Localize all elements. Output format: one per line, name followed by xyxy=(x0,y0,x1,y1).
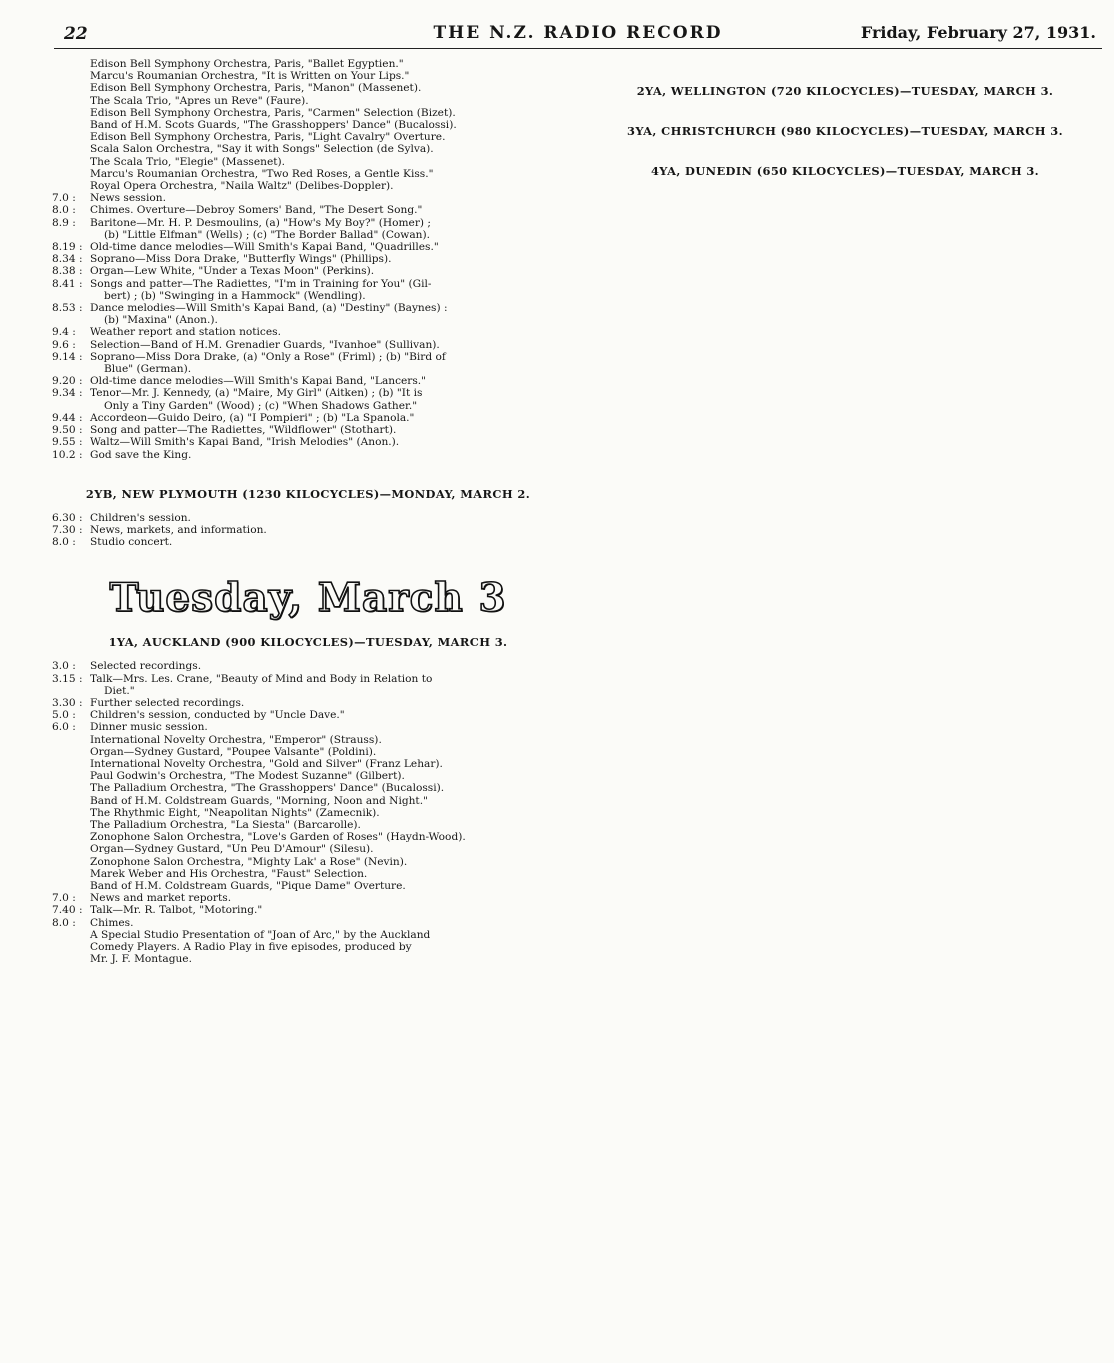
programme-item xyxy=(52,524,564,536)
time-label: 7.40 : xyxy=(52,904,83,917)
time-label: 8.34 : xyxy=(52,253,83,266)
programme-item xyxy=(52,721,564,733)
programme-continuation: Only a Tiny Garden" (Wood) ; (c) "When Shadows Gather." xyxy=(104,399,418,412)
programme-line: Scala Salon Orchestra, "Say it with Songs" Selection (de Sylva). xyxy=(90,143,434,156)
programme-item xyxy=(52,253,564,265)
programme-line: Paul Godwin's Orchestra, "The Modest Suzanne" (Gilbert). xyxy=(90,770,405,783)
programme-item xyxy=(52,375,564,387)
programme-item xyxy=(52,449,564,461)
programme-item xyxy=(52,326,564,338)
time-label: 6.0 : xyxy=(52,721,76,734)
programme-line: The Scala Trio, "Elegie" (Massenet). xyxy=(90,155,285,168)
programme-item xyxy=(52,697,564,709)
programme-item xyxy=(52,412,564,424)
programme-text: Selected recordings. xyxy=(90,660,202,673)
programme-line: Marcu's Roumanian Orchestra, "It is Written on Your Lips." xyxy=(90,70,410,83)
programme-item xyxy=(52,387,564,399)
programme-text: Old-time dance melodies—Will Smith's Kapai Band, "Quadrilles." xyxy=(90,241,439,254)
time-label: 8.38 : xyxy=(52,265,83,278)
station-heading-4ya: 4YA, DUNEDIN (650 KILOCYCLES)—TUESDAY, MARCH 3. xyxy=(650,164,1040,178)
programme-line: International Novelty Orchestra, "Emperor" (Strauss). xyxy=(90,733,382,746)
time-label: 9.50 : xyxy=(52,424,83,437)
programme-continuation: (b) "Little Elfman" (Wells) ; (c) "The Border Ballad" (Cowan). xyxy=(104,228,431,241)
time-label: 9.34 : xyxy=(52,387,83,400)
programme-item xyxy=(52,436,564,448)
play-line: Comedy Players. A Radio Play in five episodes, produced by xyxy=(90,940,412,953)
programme-item xyxy=(52,241,564,253)
day-title xyxy=(52,575,564,621)
programme-text: Songs and patter—The Radiettes, "I'm in Training for You" (Gil- xyxy=(90,277,432,290)
time-label: 8.9 : xyxy=(52,216,76,229)
time-label: 3.15 : xyxy=(52,672,83,685)
programme-text: Dinner music session. xyxy=(90,721,208,734)
time-label: 3.30 : xyxy=(52,696,83,709)
programme-line: Zonophone Salon Orchestra, "Love's Garden of Roses" (Haydn-Wood). xyxy=(90,831,466,844)
programme-line: Edison Bell Symphony Orchestra, Paris, "Carmen" Selection (Bizet). xyxy=(90,106,456,119)
time-label: 9.14 : xyxy=(52,350,83,363)
programme-line: Zonophone Salon Orchestra, "Mighty Lak' a Rose" (Nevin). xyxy=(90,855,408,868)
programme-item xyxy=(52,265,564,277)
programme-continuation: (b) "Maxina" (Anon.). xyxy=(104,314,218,327)
programme-item xyxy=(52,339,564,351)
programme-text: Soprano—Miss Dora Drake, (a) "Only a Rose" (Friml) ; (b) "Bird of xyxy=(90,350,446,363)
auckland-programme xyxy=(52,660,564,965)
day-title-text: Tuesday, March 3 xyxy=(109,575,507,622)
time-label: 7.0 : xyxy=(52,192,76,205)
programme-text: Children's session. xyxy=(90,511,191,524)
programme-item xyxy=(52,660,564,672)
programme-item xyxy=(52,424,564,436)
programme-text: News session. xyxy=(90,192,166,205)
programme-text: Soprano—Miss Dora Drake, "Butterfly Wings" (Phillips). xyxy=(90,253,392,266)
programme-item xyxy=(52,904,564,916)
programme-item xyxy=(52,302,564,314)
programme-line: Edison Bell Symphony Orchestra, Paris, "Manon" (Massenet). xyxy=(90,82,422,95)
time-label: 9.4 : xyxy=(52,326,76,339)
programme-line: Organ—Sydney Gustard, "Poupee Valsante" (Poldini). xyxy=(90,745,377,758)
time-label: 10.2 : xyxy=(52,448,83,461)
programme-item xyxy=(52,351,564,363)
programme-text: Dance melodies—Will Smith's Kapai Band, (a) "Destiny" (Baynes) : xyxy=(90,302,448,315)
play-line: Mr. J. F. Montague. xyxy=(90,953,192,966)
programme-text: News and market reports. xyxy=(90,892,232,905)
programme-text: Talk—Mr. R. Talbot, "Motoring." xyxy=(90,904,263,917)
programme-text: Accordeon—Guido Deiro, (a) "I Pompieri" ; (b) "La Spanola." xyxy=(90,411,415,424)
programme-text: God save the King. xyxy=(90,448,192,461)
station-heading-1ya: 1YA, AUCKLAND (900 KILOCYCLES)—TUESDAY, MARCH 3. xyxy=(108,635,508,650)
programme-line: The Scala Trio, "Apres un Reve" (Faure). xyxy=(90,94,309,107)
programme-text: Studio concert. xyxy=(90,536,173,549)
programme-item xyxy=(52,917,564,929)
station-heading-2ya: 2YA, WELLINGTON (720 KILOCYCLES)—TUESDAY, MARCH 3. xyxy=(636,84,1054,98)
programme-line: Band of H.M. Coldstream Guards, "Morning, Noon and Night." xyxy=(90,794,428,807)
time-label: 8.0 : xyxy=(52,204,76,217)
programme-item xyxy=(52,204,564,216)
programme-line: Marcu's Roumanian Orchestra, "Two Red Roses, a Gentle Kiss." xyxy=(90,167,434,180)
programme-line: Edison Bell Symphony Orchestra, Paris, "Ballet Egyptien." xyxy=(90,58,404,70)
time-label: 9.44 : xyxy=(52,411,83,424)
play-line: A Special Studio Presentation of "Joan of Arc," by the Auckland xyxy=(90,928,431,941)
programme-text: Talk—Mrs. Les. Crane, "Beauty of Mind and Body in Relation to xyxy=(90,672,433,685)
page-header xyxy=(54,22,1102,49)
programme-continuation: bert) ; (b) "Swinging in a Hammock" (Wendling). xyxy=(104,289,366,302)
time-label: 8.0 : xyxy=(52,536,76,549)
programme-text: Song and patter—The Radiettes, "Wildflower" (Stothart). xyxy=(90,424,397,437)
programme-item xyxy=(52,278,564,290)
programme-item xyxy=(52,217,564,229)
time-label: 7.30 : xyxy=(52,523,83,536)
new-plymouth-programme xyxy=(52,512,564,549)
programme-text: News, markets, and information. xyxy=(90,523,267,536)
programme-text: Chimes. xyxy=(90,916,134,929)
programme-text: Weather report and station notices. xyxy=(90,326,281,339)
time-label: 9.20 : xyxy=(52,375,83,388)
programme-line: The Rhythmic Eight, "Neapolitan Nights" (Zamecnik). xyxy=(90,806,380,819)
programme-item xyxy=(52,892,564,904)
page-number: 22 xyxy=(64,24,88,44)
programme-line: The Palladium Orchestra, "La Siesta" (Barcarolle). xyxy=(90,818,361,831)
programme-line: Edison Bell Symphony Orchestra, Paris, "Light Cavalry" Overture. xyxy=(90,131,446,144)
evening-programme xyxy=(52,192,564,460)
time-label: 9.6 : xyxy=(52,338,76,351)
programme-line: International Novelty Orchestra, "Gold and Silver" (Franz Lehar). xyxy=(90,757,443,770)
programme-text: Chimes. Overture—Debroy Somers' Band, "The Desert Song." xyxy=(90,204,423,217)
time-label: 9.55 : xyxy=(52,436,83,449)
programme-text: Organ—Lew White, "Under a Texas Moon" (Perkins). xyxy=(90,265,375,278)
publication-title: THE N.Z. RADIO RECORD xyxy=(433,23,723,43)
programme-text: Baritone—Mr. H. P. Desmoulins, (a) "How's My Boy?" (Homer) ; xyxy=(90,216,431,229)
programme-line: The Palladium Orchestra, "The Grasshoppers' Dance" (Bucalossi). xyxy=(90,782,445,795)
programme-text: Children's session, conducted by "Uncle Dave." xyxy=(90,709,345,722)
right-column xyxy=(588,58,1102,189)
time-label: 8.53 : xyxy=(52,302,83,315)
programme-text: Further selected recordings. xyxy=(90,696,245,709)
programme-item xyxy=(52,536,564,548)
programme-line: Royal Opera Orchestra, "Naila Waltz" (Delibes-Doppler). xyxy=(90,180,394,193)
programme-line: Organ—Sydney Gustard, "Un Peu D'Amour" (Silesu). xyxy=(90,843,374,856)
programme-text: Waltz—Will Smith's Kapai Band, "Irish Melodies" (Anon.). xyxy=(90,436,400,449)
issue-date: Friday, February 27, 1931. xyxy=(860,23,1096,42)
programme-item xyxy=(52,673,564,685)
time-label: 7.0 : xyxy=(52,892,76,905)
programme-text: Tenor—Mr. J. Kennedy, (a) "Maire, My Girl" (Aitken) ; (b) "It is xyxy=(90,387,423,400)
programme-continuation: Diet." xyxy=(104,684,135,697)
programme-text: Old-time dance melodies—Will Smith's Kapai Band, "Lancers." xyxy=(90,375,427,388)
programme-item xyxy=(52,192,564,204)
programme-line: Band of H.M. Scots Guards, "The Grasshoppers' Dance" (Bucalossi). xyxy=(90,119,457,132)
programme-line: Band of H.M. Coldstream Guards, "Pique Dame" Overture. xyxy=(90,879,406,892)
programme-item xyxy=(52,709,564,721)
time-label: 6.30 : xyxy=(52,511,83,524)
programme-text: Selection—Band of H.M. Grenadier Guards, "Ivanhoe" (Sullivan). xyxy=(90,338,440,351)
dinner-music-continued xyxy=(52,58,564,192)
time-label: 5.0 : xyxy=(52,709,76,722)
time-label: 8.19 : xyxy=(52,241,83,254)
station-heading-3ya: 3YA, CHRISTCHURCH (980 KILOCYCLES)—TUESDAY, MARCH 3. xyxy=(627,124,1063,138)
programme-line: Marek Weber and His Orchestra, "Faust" Selection. xyxy=(90,867,368,880)
time-label: 8.0 : xyxy=(52,916,76,929)
time-label: 3.0 : xyxy=(52,660,76,673)
programme-item xyxy=(52,512,564,524)
programme-continuation: Blue" (German). xyxy=(104,363,192,376)
time-label: 8.41 : xyxy=(52,277,83,290)
station-heading-2yb: 2YB, NEW PLYMOUTH (1230 KILOCYCLES)—MONDAY, MARCH 2. xyxy=(85,486,531,501)
left-column xyxy=(52,58,564,965)
